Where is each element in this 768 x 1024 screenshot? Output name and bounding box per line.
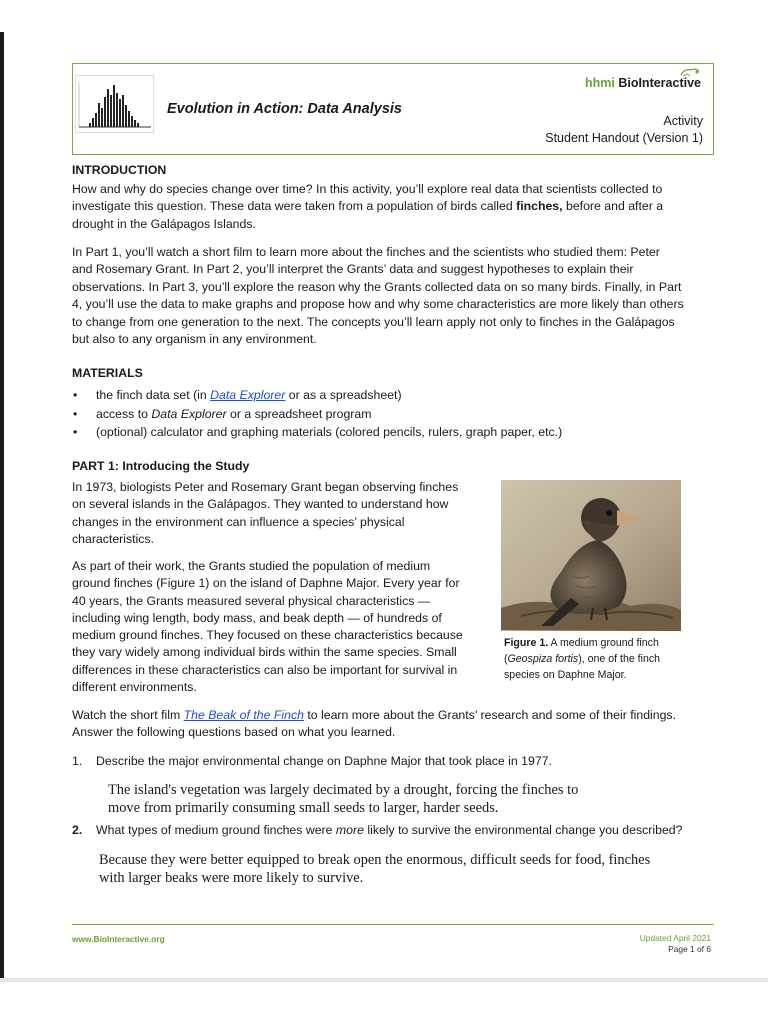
part1-p1-line-3: changes in the environment can influence a species’ physical xyxy=(72,514,405,529)
intro-p1-line-2-text: investigate this question. These data were taken from a population of birds called xyxy=(72,199,517,214)
footer-website-link[interactable]: www.BioInteractive.org xyxy=(72,934,165,944)
question-2-number: 2. xyxy=(72,823,83,837)
footer-meta xyxy=(640,933,711,956)
materials-heading: MATERIALS xyxy=(72,366,143,380)
answer-2[interactable] xyxy=(99,851,650,887)
part1-p2-line-3: 40 years, the Grants measured several physical characteristics — xyxy=(72,593,431,608)
introduction-paragraph-2 xyxy=(72,244,684,348)
answer-2-line-2: with larger beaks were more likely to survive. xyxy=(99,870,364,886)
intro-p2-line-5: to change from one generation to the next. The concepts you’ll learn apply not only to finches in the Galápagos xyxy=(72,314,675,329)
data-explorer-link[interactable]: Data Explorer xyxy=(210,388,286,402)
part1-p1-line-1: In 1973, biologists Peter and Rosemary Grant began observing finches xyxy=(72,480,459,494)
intro-p1-line-2-tail: before and after a xyxy=(562,199,664,214)
part1-heading: PART 1: Introducing the Study xyxy=(72,459,250,473)
answer-2-line-1: Because they were better equipped to break open the enormous, difficult seeds for food, finches xyxy=(99,852,651,868)
header-box xyxy=(72,63,714,155)
brand-hhmi: hhmi xyxy=(584,76,615,90)
watch-line-2: Answer the following questions based on what you learned. xyxy=(72,725,396,740)
species-name: Geospiza fortis xyxy=(507,653,579,666)
footer-page-number: Page 1 of 6 xyxy=(668,944,711,955)
bullet-icon: • xyxy=(73,388,78,402)
materials-item-1-text: the finch data set (in xyxy=(96,388,211,402)
histogram-thumbnail-icon xyxy=(75,75,154,133)
part1-p2-line-1: As part of their work, the Grants studied the population of medium xyxy=(72,559,431,573)
bullet-icon: • xyxy=(73,425,78,440)
watch-film-paragraph xyxy=(72,707,676,742)
part1-p2-line-5: medium ground finches. They focused on these characteristics because xyxy=(72,628,463,643)
biointeractive-brand xyxy=(585,76,701,90)
document-version: Student Handout (Version 1) xyxy=(545,131,703,145)
intro-p1-line-1: How and why do species change over time? In this activity, you’ll explore real data that scientists collected to xyxy=(72,182,663,196)
part1-p1-line-2: on several islands in the Galápagos. They wanted to understand how xyxy=(72,497,449,512)
bullet-icon: • xyxy=(73,406,78,421)
question-1-text: Describe the major environmental change on Daphne Major that took place in 1977. xyxy=(96,754,552,768)
footer-divider xyxy=(72,924,714,925)
brand-biointeractive: BioInteractive xyxy=(618,76,701,90)
figure-label: Figure 1. xyxy=(504,637,549,649)
document-type: Activity xyxy=(663,114,703,128)
materials-item-1-tail: or as a spreadsheet) xyxy=(285,388,402,402)
part1-p2-line-4: including wing length, body mass, and beak depth — of hundreds of xyxy=(72,610,442,625)
intro-p1-line-3: drought in the Galápagos Islands. xyxy=(72,216,256,231)
watch-text-tail: to learn more about the Grants’ research and some of their findings. xyxy=(303,708,677,722)
part1-p2-line-7: differences in these characteristics can also be important for survival in xyxy=(72,662,458,677)
materials-item-3-text: (optional) calculator and graphing materials (colored pencils, rulers, graph paper, etc.) xyxy=(96,425,563,440)
intro-p2-line-3: observations. In Part 3, you’ll explore the reason why the Grants collected data on so many birds. Finally, in Part xyxy=(72,279,682,294)
watch-text: Watch the short film xyxy=(72,708,184,722)
scan-bottom xyxy=(0,982,768,1024)
caption-line-2: (Geospiza fortis), one of the finch xyxy=(504,653,661,666)
question-2-text-tail: likely to survive the environmental change you described? xyxy=(363,823,683,837)
materials-item-optional xyxy=(72,423,562,442)
caption-text-2: ), one of the finch xyxy=(578,653,661,666)
footer-updated-date: Updated April 2021 xyxy=(639,933,711,943)
caption-text: A medium ground finch xyxy=(548,637,659,649)
intro-p2-line-1: In Part 1, you’ll watch a short film to learn more about the finches and the scientists who studied them: Peter xyxy=(72,245,660,259)
materials-list xyxy=(72,386,562,442)
question-1-number: 1. xyxy=(72,754,83,768)
data-explorer-term: Data Explorer xyxy=(151,406,227,421)
finches-term: finches, xyxy=(516,199,563,214)
part1-p2-line-2: ground finches (Figure 1) on the island of Daphne Major. Every year for xyxy=(72,576,460,591)
question-1 xyxy=(72,753,552,770)
answer-1[interactable] xyxy=(108,781,578,817)
question-2-text: What types of medium ground finches were xyxy=(96,823,336,837)
part1-p2-line-8: different environments. xyxy=(72,680,197,695)
answer-1-line-1: The island's vegetation was largely decimated by a drought, forcing the finches to xyxy=(108,782,579,798)
answer-1-line-2: move from primarily consuming small seeds to larger, harder seeds. xyxy=(108,800,499,816)
part1-paragraph-2 xyxy=(72,558,478,696)
materials-item-access xyxy=(72,405,562,424)
materials-item-data-set xyxy=(72,386,562,405)
caption-line-1 xyxy=(504,635,686,651)
materials-item-2-text: access to xyxy=(96,406,152,421)
materials-item-2-tail: or a spreadsheet program xyxy=(226,406,372,421)
introduction-paragraph-1 xyxy=(72,181,663,233)
figure-1-caption xyxy=(504,635,686,684)
finch-photo xyxy=(501,480,681,631)
caption-line-3: species on Daphne Major. xyxy=(504,669,627,682)
introduction-heading: INTRODUCTION xyxy=(72,163,167,177)
part1-p2-line-6: they vary widely among individual birds within the same species. Small xyxy=(72,645,457,660)
intro-p2-line-6: but also to any organism in any environment. xyxy=(72,332,317,347)
document-title: Evolution in Action: Data Analysis xyxy=(167,101,402,117)
intro-p1-line-2 xyxy=(72,198,663,215)
intro-p2-line-2: and Rosemary Grant. In Part 2, you’ll interpret the Grants’ data and suggest hypotheses to explain their xyxy=(72,262,634,277)
intro-p2-line-4: 4, you’ll use the data to make graphs and propose how and why some characteristics are more likely than others xyxy=(72,297,684,312)
beak-of-the-finch-link[interactable]: The Beak of the Finch xyxy=(183,708,304,722)
question-2 xyxy=(72,822,682,839)
watch-line-1 xyxy=(72,707,676,724)
part1-paragraph-1 xyxy=(72,479,478,548)
question-2-emphasis: more xyxy=(335,823,364,837)
part1-p1-line-4: characteristics. xyxy=(72,531,155,546)
